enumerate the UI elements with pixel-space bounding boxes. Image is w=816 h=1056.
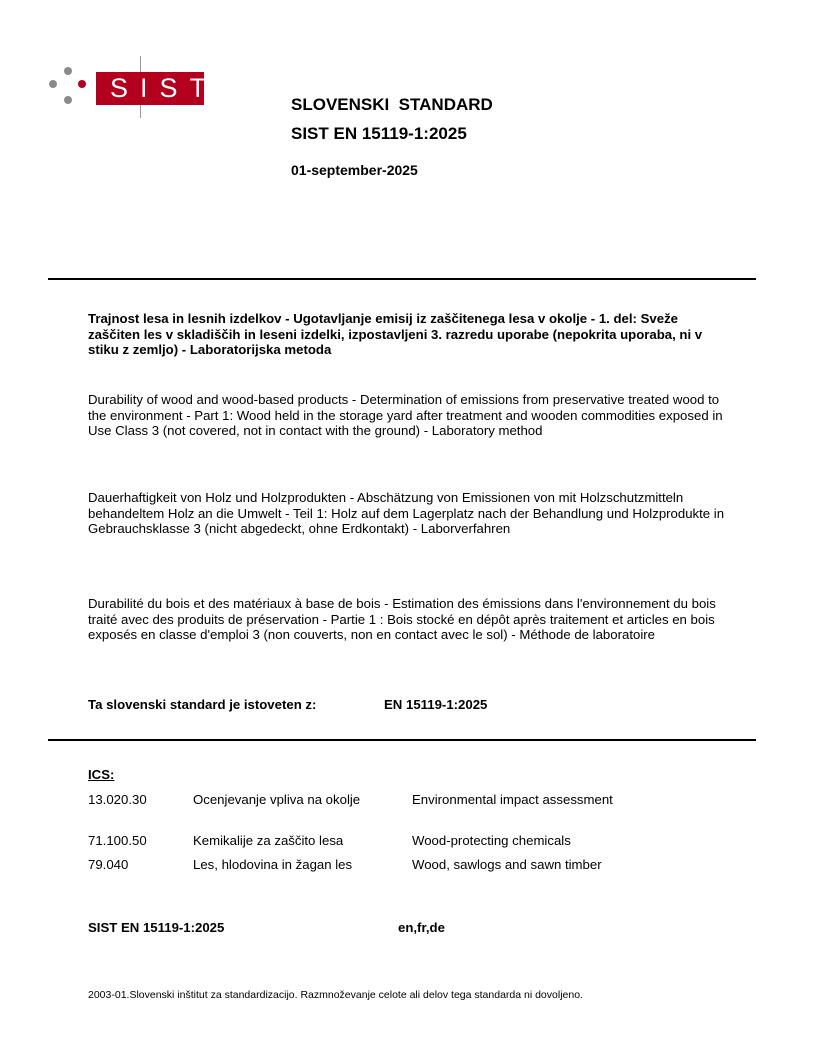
standard-id: SIST EN 15119-1:2025 (291, 124, 467, 143)
identity-value: EN 15119-1:2025 (384, 697, 488, 712)
ics-title: ICS: (88, 767, 115, 782)
copyright-notice: 2003-01.Slovenski inštitut za standardizacijo. Razmnoževanje celote ali delov tega standarda ni dovoljeno. (88, 989, 583, 1001)
ics-english: Wood, sawlogs and sawn timber (412, 857, 602, 872)
footer-languages: en,fr,de (398, 920, 445, 935)
ics-code: 71.100.50 (88, 833, 147, 848)
title-english: Durability of wood and wood-based products - Determination of emissions from preservative treated wood to the environment - Part 1: Wood held in the storage yard after treatment and wooden commodities exposed in Use Class 3 (not covered, not in contact with the ground) - Laboratory method (88, 392, 723, 438)
title-german: Dauerhaftigkeit von Holz und Holzprodukten - Abschätzung von Emissionen von mit Holzschutzmitteln behandeltem Holz an die Umwelt - Teil 1: Holz auf dem Lagerplatz nach der Behandlung und Holzprodukte in Gebrauchsklasse 3 (nicht abgedeckt, ohne Erdkontakt) - Laborverfahren (88, 490, 725, 536)
sist-logo: SIST (96, 72, 204, 105)
top-divider (48, 278, 756, 280)
title-slovenian: Trajnost lesa in lesnih izdelkov - Ugotavljanje emisij iz zaščitenega lesa v okolje - 1. del: Sveže zaščiten les v skladiščih in leseni izdelki, izpostavljeni 3. razredu uporabe (nepokrita uporaba, ni v stiku z zemljo) - Laboratorijska metoda (88, 311, 703, 357)
ics-english: Environmental impact assessment (412, 792, 613, 807)
ics-english: Wood-protecting chemicals (412, 833, 571, 848)
publication-date: 01-september-2025 (291, 162, 418, 178)
ics-code: 79.040 (88, 857, 129, 872)
ics-slovenian: Ocenjevanje vpliva na okolje (193, 792, 361, 807)
ics-slovenian: Les, hlodovina in žagan les (193, 857, 353, 872)
ics-slovenian: Kemikalije za zaščito lesa (193, 833, 344, 848)
sist-logo-dots (48, 66, 88, 108)
footer-standard-id: SIST EN 15119-1:2025 (88, 920, 225, 935)
standard-type: SLOVENSKI STANDARD (291, 95, 493, 114)
title-french: Durabilité du bois et des matériaux à base de bois - Estimation des émissions dans l'environnement du bois traité avec des produits de préservation - Partie 1 : Bois stocké en dépôt après traitement et articles en bois exposés en classe d'emploi 3 (non couverts, non en contact avec le sol) - Méthode de laboratoire (88, 596, 716, 642)
identity-label: Ta slovenski standard je istoveten z: (88, 697, 317, 712)
middle-divider (48, 739, 756, 741)
ics-code: 13.020.30 (88, 792, 147, 807)
